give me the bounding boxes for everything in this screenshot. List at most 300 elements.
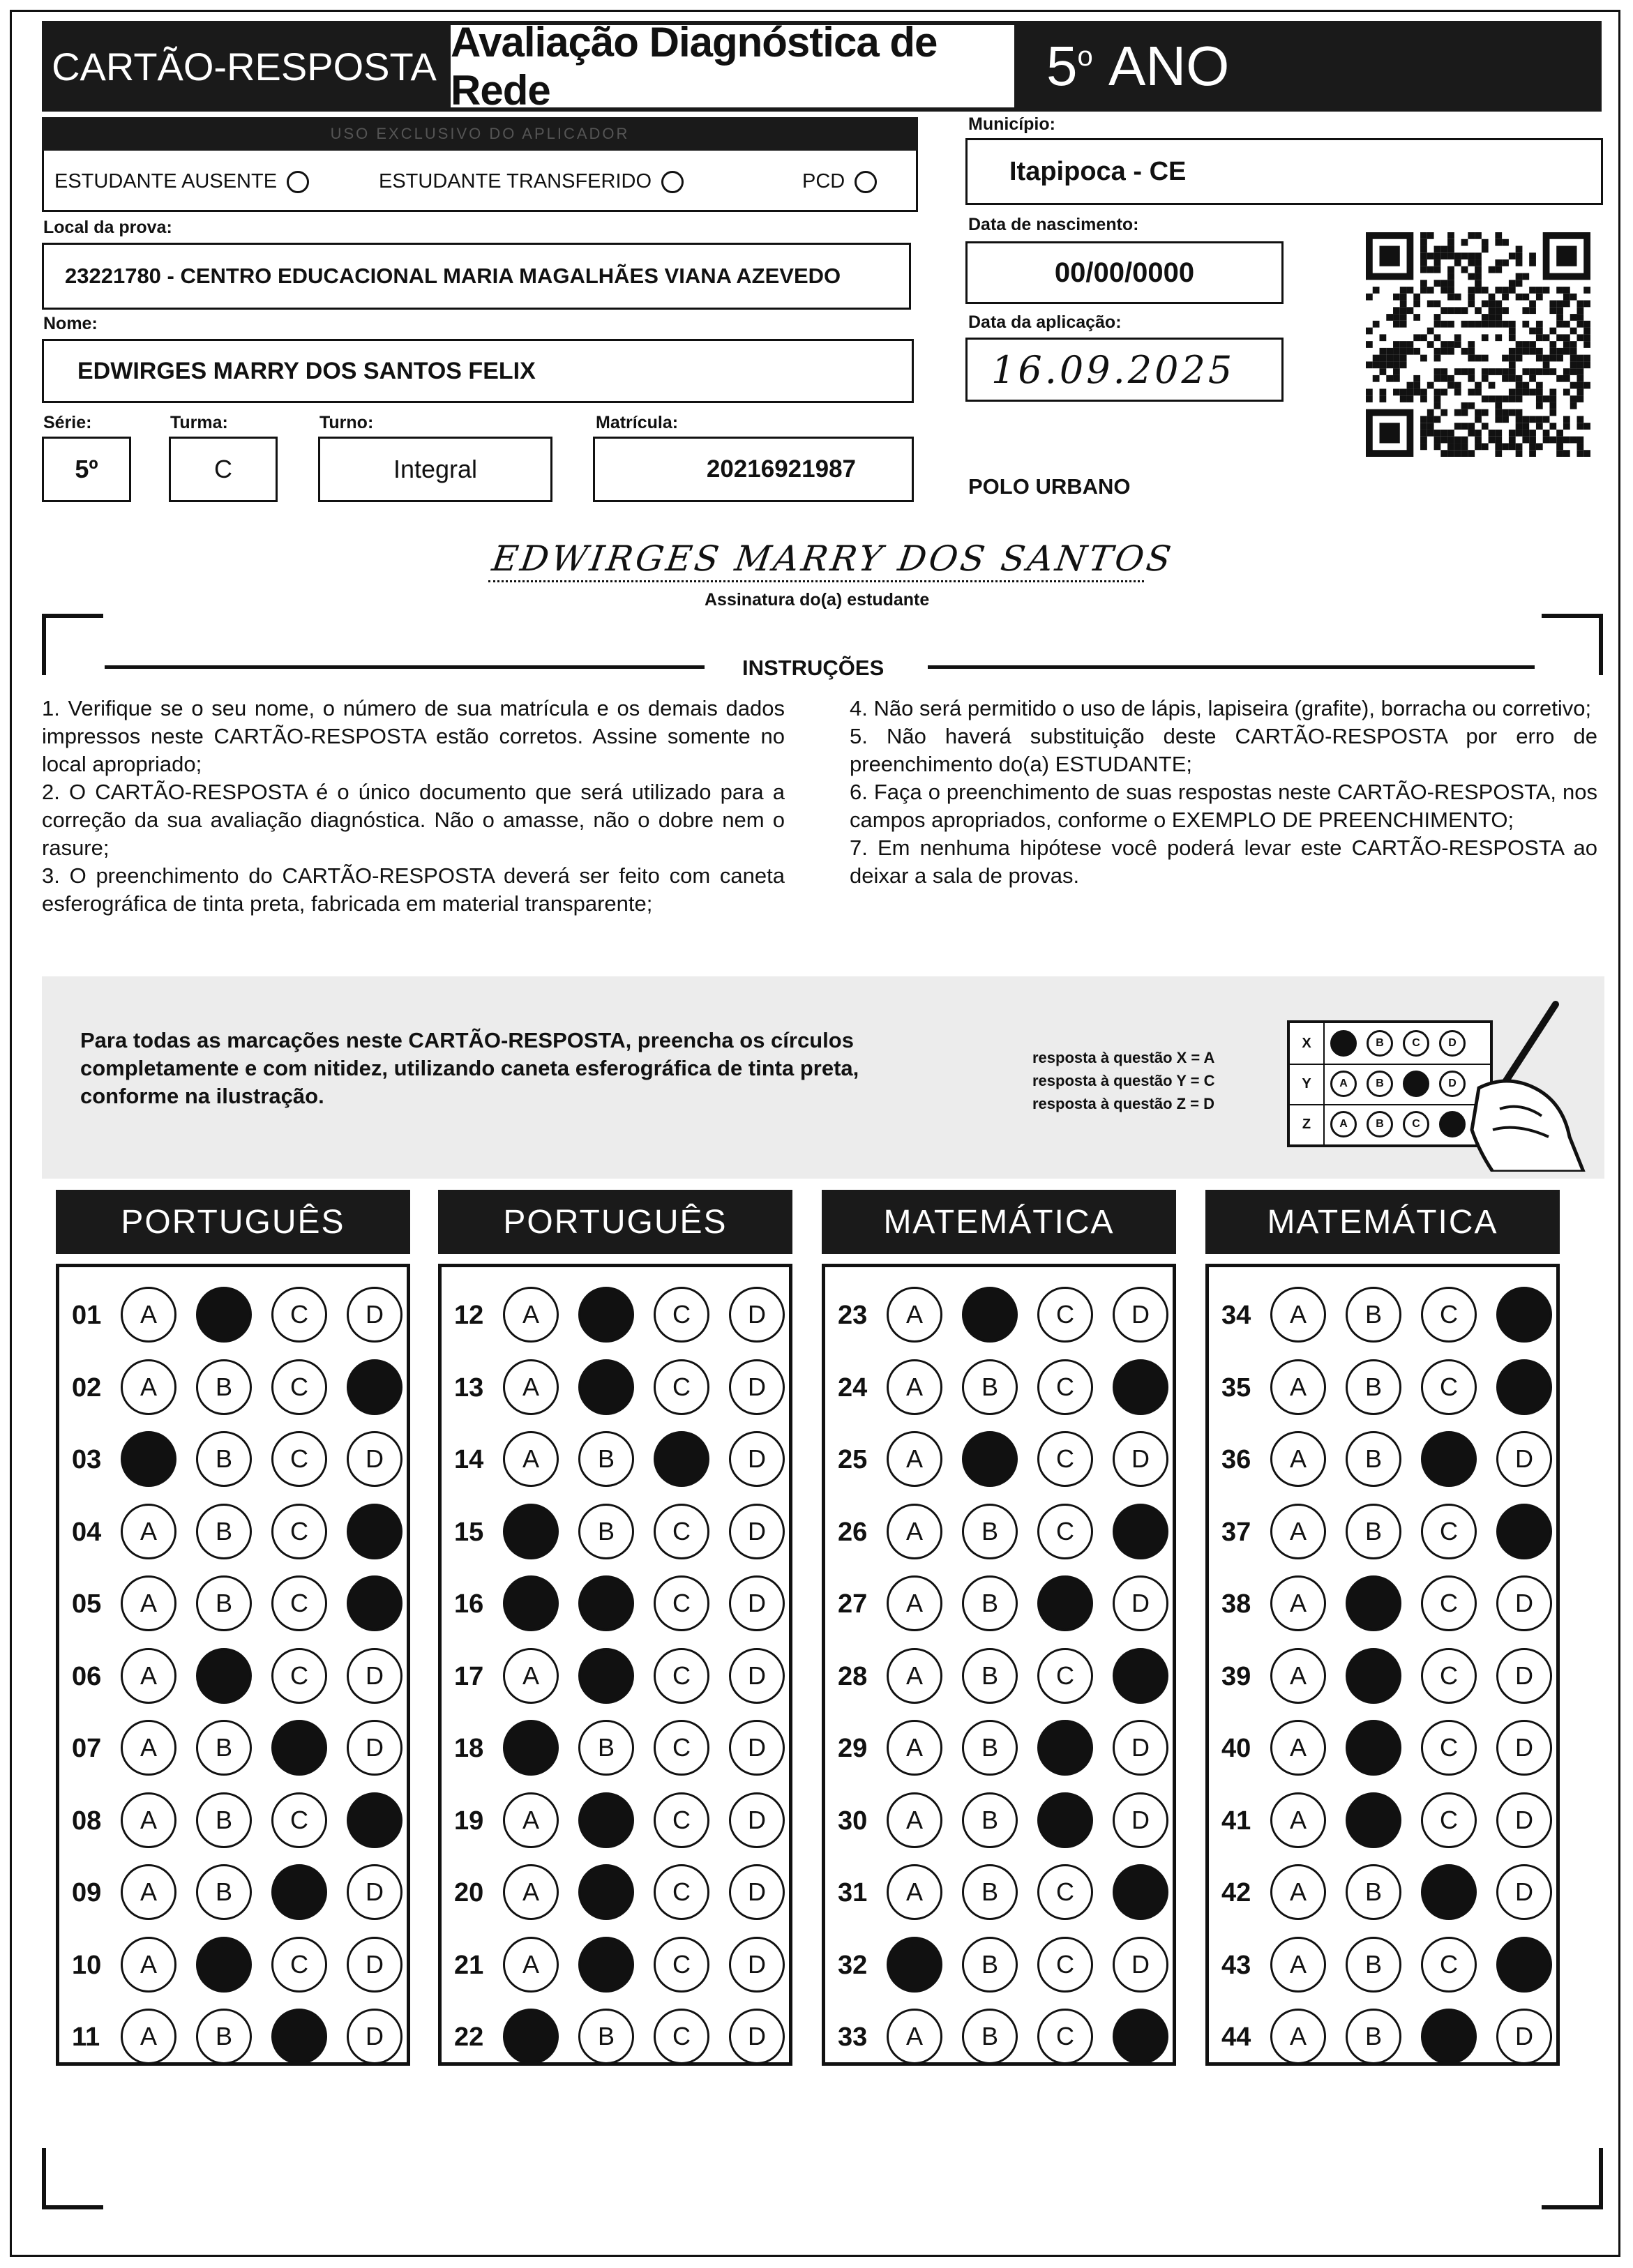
question-row: [59, 1354, 407, 1421]
answer-bubble-b[interactable]: B: [962, 1359, 1018, 1415]
question-number: 44: [1221, 2023, 1251, 2052]
instructions-right: 4. Não será permitido o uso de lápis, lapiseira (grafite), borracha ou corretivo; 5. Não haverá substituição deste CARTÃO-RESPOSTA por erro de preenchimento do(a) ESTUDANTE; 6. Faça o preenchimento de suas respostas neste CARTÃO-RESPOSTA, nos campos apropriados, conforme o EXEMPLO DE PREENCHIMENTO; 7. Em nenhuma hipótese você poderá levar este CARTÃO-RESPOSTA ao deixar a sala de provas.: [850, 696, 1597, 888]
answer-bubble-a[interactable]: [503, 1720, 559, 1776]
answer-bubble-d[interactable]: [1496, 1504, 1552, 1559]
answer-bubble-b[interactable]: B: [1346, 1504, 1401, 1559]
question-number: 08: [72, 1806, 102, 1836]
question-number: 38: [1221, 1589, 1251, 1619]
grade-title: [1018, 21, 1602, 112]
answer-bubble-b[interactable]: B: [962, 1937, 1018, 1993]
question-number: 24: [838, 1373, 868, 1403]
answer-bubble-b[interactable]: B: [196, 1359, 252, 1415]
answer-bubble-d[interactable]: D: [729, 1359, 785, 1415]
hand-pen-icon: [1451, 997, 1590, 1172]
corner-top-right: [1542, 614, 1603, 675]
answer-bubble-c[interactable]: C: [1421, 1720, 1477, 1776]
nascimento-field: 00/00/0000: [965, 241, 1284, 304]
answer-bubble-c[interactable]: C: [1037, 2009, 1093, 2064]
answer-bubble-a[interactable]: A: [1270, 1720, 1326, 1776]
answer-bubble-d[interactable]: [1496, 1937, 1552, 1993]
answer-bubble-c[interactable]: C: [654, 1648, 709, 1704]
question-row: [442, 1787, 789, 1854]
answer-bubble-c[interactable]: C: [654, 1504, 709, 1559]
answer-bubble-c[interactable]: C: [271, 1575, 327, 1631]
question-number: 03: [72, 1445, 102, 1474]
answer-bubble-d[interactable]: D: [1113, 1792, 1168, 1848]
instructions-rule-left: [105, 665, 705, 669]
answer-bubble-c[interactable]: C: [654, 1720, 709, 1776]
answer-bubble-c[interactable]: C: [1421, 1648, 1477, 1704]
answer-bubble-b[interactable]: [962, 1287, 1018, 1343]
answer-bubble-a[interactable]: A: [887, 2009, 942, 2064]
answer-bubble-a[interactable]: [503, 2009, 559, 2064]
answer-bubble-d[interactable]: [347, 1359, 402, 1415]
example-bubble-a: [1330, 1030, 1357, 1057]
question-row: [59, 1859, 407, 1926]
answer-bubble-a[interactable]: A: [503, 1431, 559, 1487]
answer-bubble-c[interactable]: C: [1037, 1937, 1093, 1993]
turma-label: Turma:: [170, 413, 228, 432]
answer-bubble-c[interactable]: C: [654, 1937, 709, 1993]
question-row: [59, 1498, 407, 1565]
answer-bubble-b[interactable]: [196, 1287, 252, 1343]
question-number: 20: [454, 1878, 484, 1907]
answer-bubble-d[interactable]: D: [347, 1864, 402, 1920]
instructions-left: 1. Verifique se o seu nome, o número de sua matrícula e os demais dados impressos neste CARTÃO-RESPOSTA estão corretos. Assine somente no local apropriado; 2. O CARTÃO-RESPOSTA é o único documento que será utilizado para a correção da sua avaliação diagnóstica. Não o amasse, não o dobre nem o rasure; 3. O preenchimento do CARTÃO-RESPOSTA deverá ser feito com caneta esferográfica de tinta preta, fabricada em material transparente;: [42, 696, 785, 916]
question-row: [59, 1714, 407, 1781]
answer-bubble-c[interactable]: C: [271, 1287, 327, 1343]
card-title: CARTÃO-RESPOSTA: [42, 21, 446, 112]
answer-bubble-a[interactable]: A: [503, 1359, 559, 1415]
answer-bubble-c[interactable]: [1037, 1792, 1093, 1848]
answer-bubble-a[interactable]: A: [121, 1359, 176, 1415]
qr-code: [1366, 230, 1590, 459]
answer-bubble-d[interactable]: [1113, 1504, 1168, 1559]
answer-bubble-d[interactable]: D: [729, 1864, 785, 1920]
answer-bubble-c[interactable]: C: [1037, 1504, 1093, 1559]
answer-bubble-c[interactable]: C: [654, 1287, 709, 1343]
answer-bubble-d[interactable]: D: [347, 1937, 402, 1993]
answer-bubble-a[interactable]: A: [503, 1792, 559, 1848]
answer-bubble-c[interactable]: C: [1037, 1864, 1093, 1920]
answer-bubble-c[interactable]: [271, 1720, 327, 1776]
example-bubble-c: C: [1403, 1111, 1429, 1137]
absent-option[interactable]: [54, 170, 309, 193]
local-label: Local da prova:: [43, 218, 172, 237]
question-row: [825, 1426, 1173, 1492]
signature-caption: Assinatura do(a) estudante: [705, 590, 930, 610]
answer-bubble-b[interactable]: B: [962, 1720, 1018, 1776]
answer-bubble-d[interactable]: D: [729, 1504, 785, 1559]
answer-bubble-d[interactable]: D: [729, 1792, 785, 1848]
section-title: PORTUGUÊS: [56, 1190, 410, 1254]
answer-bubble-a[interactable]: A: [121, 2009, 176, 2064]
answer-bubble-a[interactable]: A: [121, 1720, 176, 1776]
matricula-label: Matrícula:: [596, 413, 679, 432]
answer-bubble-d[interactable]: D: [347, 2009, 402, 2064]
question-number: 37: [1221, 1517, 1251, 1547]
answer-bubble-b[interactable]: B: [578, 1431, 634, 1487]
answer-bubble-c[interactable]: C: [1037, 1648, 1093, 1704]
answer-bubble-a[interactable]: [121, 1431, 176, 1487]
example-text: Para todas as marcações neste CARTÃO-RESPOSTA, preencha os círculos completamente e com nitidez, utilizando caneta esferográfica de tinta preta, conforme na ilustração.: [80, 1028, 859, 1108]
answer-bubble-c[interactable]: C: [1421, 1359, 1477, 1415]
answer-bubble-b[interactable]: B: [962, 1504, 1018, 1559]
answer-bubble-b[interactable]: B: [196, 1575, 252, 1631]
answer-bubble-b[interactable]: B: [962, 1648, 1018, 1704]
evaluation-title: Avaliação Diagnóstica de Rede: [446, 21, 1018, 112]
question-row: [59, 1642, 407, 1709]
answer-bubble-b[interactable]: B: [1346, 2009, 1401, 2064]
answer-bubble-c[interactable]: C: [271, 1648, 327, 1704]
question-row: [825, 1281, 1173, 1348]
question-number: 34: [1221, 1301, 1251, 1330]
answer-bubble-a[interactable]: A: [503, 1864, 559, 1920]
municipio-label: Município:: [968, 114, 1055, 134]
question-row: [59, 1931, 407, 1998]
answer-bubble-a[interactable]: A: [1270, 1504, 1326, 1559]
answer-bubble-c[interactable]: C: [1421, 1287, 1477, 1343]
local-field: 23221780 - CENTRO EDUCACIONAL MARIA MAGALHÃES VIANA AZEVEDO: [42, 243, 911, 310]
answer-bubble-a[interactable]: A: [887, 1864, 942, 1920]
answer-bubble-c[interactable]: C: [1037, 1359, 1093, 1415]
turno-label: Turno:: [319, 413, 374, 432]
answer-bubble-b[interactable]: B: [1346, 1431, 1401, 1487]
answer-bubble-d[interactable]: D: [1496, 1864, 1552, 1920]
answer-bubble-d[interactable]: D: [729, 1431, 785, 1487]
answer-bubble-d[interactable]: D: [1496, 1648, 1552, 1704]
answer-bubble-b[interactable]: [578, 1287, 634, 1343]
answer-bubble-a[interactable]: A: [503, 1937, 559, 1993]
answer-bubble-a[interactable]: A: [1270, 1864, 1326, 1920]
question-number: 42: [1221, 1878, 1251, 1907]
transferred-option[interactable]: [379, 170, 684, 193]
question-number: 36: [1221, 1445, 1251, 1474]
question-row: [442, 1498, 789, 1565]
answer-bubble-a[interactable]: A: [887, 1720, 942, 1776]
answer-bubble-b[interactable]: [196, 1937, 252, 1993]
answer-bubble-c[interactable]: C: [271, 1359, 327, 1415]
answer-bubble-c[interactable]: C: [271, 1792, 327, 1848]
answer-bubble-b[interactable]: B: [578, 1720, 634, 1776]
example-row-label: X: [1290, 1023, 1325, 1064]
answer-bubble-d[interactable]: [1113, 1864, 1168, 1920]
usage-heading: USO EXCLUSIVO DO APLICADOR: [42, 117, 918, 151]
question-row: [1209, 1570, 1556, 1637]
answer-bubble-a[interactable]: A: [1270, 2009, 1326, 2064]
answer-bubble-c[interactable]: C: [1421, 1792, 1477, 1848]
answer-bubble-b[interactable]: B: [196, 2009, 252, 2064]
question-row: [442, 2003, 789, 2070]
question-number: 05: [72, 1589, 102, 1619]
question-row: [59, 2003, 407, 2070]
answer-bubble-d[interactable]: D: [729, 1648, 785, 1704]
answer-bubble-a[interactable]: A: [887, 1431, 942, 1487]
absent-circle[interactable]: [287, 171, 309, 193]
name-field: EDWIRGES MARRY DOS SANTOS FELIX: [42, 339, 914, 403]
answer-bubble-b[interactable]: [1346, 1575, 1401, 1631]
answer-bubble-a[interactable]: A: [1270, 1431, 1326, 1487]
answer-bubble-b[interactable]: [578, 1864, 634, 1920]
example-bubble-a: A: [1330, 1111, 1357, 1137]
answer-bubble-a[interactable]: A: [1270, 1648, 1326, 1704]
question-number: 01: [72, 1301, 102, 1330]
answer-column: [438, 1264, 792, 2066]
question-number: 29: [838, 1734, 868, 1763]
question-row: [1209, 1931, 1556, 1998]
pcd-option[interactable]: [802, 170, 877, 193]
answer-bubble-a[interactable]: [503, 1504, 559, 1559]
answer-bubble-c[interactable]: [271, 2009, 327, 2064]
answer-bubble-a[interactable]: A: [121, 1792, 176, 1848]
answer-bubble-d[interactable]: D: [1496, 1575, 1552, 1631]
answer-bubble-d[interactable]: [1113, 1359, 1168, 1415]
name-label: Nome:: [43, 314, 98, 333]
question-row: [825, 1787, 1173, 1854]
answer-bubble-d[interactable]: D: [347, 1648, 402, 1704]
question-number: 10: [72, 1950, 102, 1980]
question-number: 02: [72, 1373, 102, 1403]
question-number: 06: [72, 1661, 102, 1691]
answer-bubble-b[interactable]: B: [196, 1431, 252, 1487]
answer-bubble-c[interactable]: [271, 1864, 327, 1920]
answer-bubble-d[interactable]: D: [347, 1431, 402, 1487]
answer-bubble-a[interactable]: A: [887, 1648, 942, 1704]
answer-bubble-d[interactable]: D: [729, 1575, 785, 1631]
answer-bubble-b[interactable]: [1346, 1720, 1401, 1776]
answer-bubble-a[interactable]: A: [1270, 1287, 1326, 1343]
answer-bubble-c[interactable]: [654, 1431, 709, 1487]
answer-bubble-b[interactable]: [578, 1359, 634, 1415]
answer-column: [1205, 1264, 1560, 2066]
answer-bubble-d[interactable]: [347, 1575, 402, 1631]
answer-bubble-d[interactable]: D: [1113, 1720, 1168, 1776]
answer-bubble-c[interactable]: C: [654, 2009, 709, 2064]
answer-bubble-b[interactable]: B: [196, 1504, 252, 1559]
question-row: [59, 1281, 407, 1348]
question-number: 18: [454, 1734, 484, 1763]
pcd-circle[interactable]: [855, 171, 877, 193]
answer-bubble-c[interactable]: C: [654, 1792, 709, 1848]
answer-bubble-a[interactable]: A: [887, 1287, 942, 1343]
answer-bubble-b[interactable]: B: [962, 1792, 1018, 1848]
grade-sup: o: [1077, 40, 1093, 72]
answer-bubble-c[interactable]: C: [654, 1864, 709, 1920]
question-row: [442, 1281, 789, 1348]
answer-bubble-b[interactable]: [578, 1575, 634, 1631]
answer-bubble-d[interactable]: [1113, 1648, 1168, 1704]
answer-bubble-a[interactable]: A: [121, 1648, 176, 1704]
answer-bubble-d[interactable]: D: [347, 1287, 402, 1343]
corner-bottom-right: [1542, 2148, 1603, 2209]
answer-bubble-c[interactable]: [1421, 1864, 1477, 1920]
answer-bubble-c[interactable]: C: [1037, 1287, 1093, 1343]
answer-bubble-a[interactable]: A: [121, 1504, 176, 1559]
answer-bubble-a[interactable]: A: [503, 1648, 559, 1704]
answer-bubble-b[interactable]: [1346, 1792, 1401, 1848]
answer-bubble-c[interactable]: C: [1421, 1575, 1477, 1631]
answer-bubble-b[interactable]: B: [962, 1864, 1018, 1920]
answer-bubble-c[interactable]: [1421, 2009, 1477, 2064]
question-row: [825, 1354, 1173, 1421]
answer-bubble-b[interactable]: B: [578, 2009, 634, 2064]
answer-bubble-d[interactable]: [347, 1504, 402, 1559]
answer-bubble-a[interactable]: A: [887, 1792, 942, 1848]
answer-bubble-c[interactable]: C: [271, 1504, 327, 1559]
question-number: 35: [1221, 1373, 1251, 1403]
question-number: 21: [454, 1950, 484, 1980]
answer-bubble-a[interactable]: A: [121, 1287, 176, 1343]
answer-bubble-a[interactable]: A: [887, 1359, 942, 1415]
answer-column: [56, 1264, 410, 2066]
answer-bubble-d[interactable]: D: [347, 1720, 402, 1776]
answer-bubble-b[interactable]: B: [1346, 1287, 1401, 1343]
example-bubble-b: B: [1367, 1030, 1393, 1057]
answer-bubble-d[interactable]: D: [1496, 1792, 1552, 1848]
question-row: [825, 1570, 1173, 1637]
question-number: 16: [454, 1589, 484, 1619]
answer-bubble-d[interactable]: D: [1496, 1431, 1552, 1487]
answer-bubble-d[interactable]: D: [729, 1937, 785, 1993]
answer-bubble-d[interactable]: D: [729, 1720, 785, 1776]
answer-bubble-b[interactable]: B: [196, 1864, 252, 1920]
answer-bubble-c[interactable]: [1037, 1575, 1093, 1631]
question-row: [825, 1714, 1173, 1781]
answer-bubble-a[interactable]: A: [887, 1504, 942, 1559]
question-row: [442, 1426, 789, 1492]
answer-bubble-a[interactable]: A: [1270, 1937, 1326, 1993]
question-number: 09: [72, 1878, 102, 1907]
legend-x: resposta à questão X = A: [1032, 1049, 1215, 1066]
aplicacao-label: Data da aplicação:: [968, 312, 1122, 332]
question-row: [442, 1642, 789, 1709]
absent-label: ESTUDANTE AUSENTE: [54, 170, 278, 192]
question-row: [825, 1859, 1173, 1926]
answer-bubble-d[interactable]: D: [729, 2009, 785, 2064]
corner-top-left: [42, 614, 103, 675]
example-bubble-c: C: [1403, 1030, 1429, 1057]
question-number: 31: [838, 1878, 868, 1907]
answer-bubble-d[interactable]: [347, 1792, 402, 1848]
answer-bubble-b[interactable]: [578, 1648, 634, 1704]
example-row-label: Z: [1290, 1104, 1325, 1144]
question-row: [442, 1714, 789, 1781]
answer-bubble-b[interactable]: B: [962, 2009, 1018, 2064]
answer-bubble-b[interactable]: [578, 1792, 634, 1848]
question-row: [442, 1570, 789, 1637]
example-bubble-c: [1403, 1071, 1429, 1097]
legend-z: resposta à questão Z = D: [1032, 1095, 1215, 1112]
instructions-rule-right: [928, 665, 1535, 669]
question-row: [1209, 1787, 1556, 1854]
answer-bubble-a[interactable]: A: [1270, 1575, 1326, 1631]
transferred-circle[interactable]: [661, 171, 684, 193]
answer-bubble-c[interactable]: C: [654, 1575, 709, 1631]
answer-bubble-d[interactable]: [1496, 1359, 1552, 1415]
answer-bubble-c[interactable]: C: [271, 1937, 327, 1993]
answer-bubble-b[interactable]: B: [196, 1792, 252, 1848]
answer-bubble-b[interactable]: B: [1346, 1937, 1401, 1993]
question-number: 22: [454, 2023, 484, 2052]
question-number: 39: [1221, 1661, 1251, 1691]
answer-bubble-b[interactable]: B: [1346, 1359, 1401, 1415]
question-number: 26: [838, 1517, 868, 1547]
answer-bubble-d[interactable]: D: [1496, 2009, 1552, 2064]
answer-column: [822, 1264, 1176, 2066]
question-row: [442, 1354, 789, 1421]
answer-bubble-c[interactable]: C: [271, 1431, 327, 1487]
answer-bubble-a[interactable]: A: [1270, 1792, 1326, 1848]
answer-bubble-b[interactable]: B: [1346, 1864, 1401, 1920]
question-number: 15: [454, 1517, 484, 1547]
answer-bubble-c[interactable]: C: [1421, 1937, 1477, 1993]
question-row: [59, 1426, 407, 1492]
answer-bubble-a[interactable]: A: [121, 1864, 176, 1920]
answer-bubble-d[interactable]: [1113, 2009, 1168, 2064]
question-row: [59, 1570, 407, 1637]
section-title: MATEMÁTICA: [1205, 1190, 1560, 1254]
answer-bubble-a[interactable]: A: [121, 1575, 176, 1631]
answer-bubble-c[interactable]: C: [654, 1359, 709, 1415]
answer-bubble-a[interactable]: A: [503, 1287, 559, 1343]
answer-bubble-d[interactable]: D: [1113, 1937, 1168, 1993]
answer-bubble-b[interactable]: [578, 1937, 634, 1993]
question-row: [1209, 1714, 1556, 1781]
instructions-heading: INSTRUÇÕES: [742, 656, 885, 680]
question-number: 25: [838, 1445, 868, 1474]
answer-bubble-d[interactable]: D: [1113, 1287, 1168, 1343]
example-row-label: Y: [1290, 1064, 1325, 1104]
answer-bubble-b[interactable]: [1346, 1648, 1401, 1704]
answer-bubble-d[interactable]: D: [1496, 1720, 1552, 1776]
question-row: [1209, 2003, 1556, 2070]
question-number: 41: [1221, 1806, 1251, 1836]
answer-bubble-d[interactable]: [1496, 1287, 1552, 1343]
answer-bubble-c[interactable]: [1037, 1720, 1093, 1776]
answer-bubble-a[interactable]: A: [887, 1575, 942, 1631]
answer-bubble-a[interactable]: A: [1270, 1359, 1326, 1415]
question-number: 30: [838, 1806, 868, 1836]
question-number: 07: [72, 1734, 102, 1763]
question-number: 14: [454, 1445, 484, 1474]
answer-bubble-c[interactable]: C: [1037, 1431, 1093, 1487]
answer-bubble-b[interactable]: B: [962, 1575, 1018, 1631]
question-row: [59, 1787, 407, 1854]
answer-bubble-a[interactable]: [887, 1937, 942, 1993]
polo-label: POLO URBANO: [968, 474, 1131, 499]
answer-bubble-d[interactable]: D: [1113, 1575, 1168, 1631]
answer-bubble-a[interactable]: [503, 1575, 559, 1631]
municipio-field: Itapipoca - CE: [965, 138, 1603, 205]
question-number: 11: [72, 2023, 100, 2052]
answer-bubble-b[interactable]: [962, 1431, 1018, 1487]
answer-bubble-d[interactable]: D: [729, 1287, 785, 1343]
answer-bubble-c[interactable]: C: [1421, 1504, 1477, 1559]
question-row: [825, 1642, 1173, 1709]
answer-bubble-b[interactable]: [196, 1648, 252, 1704]
corner-bottom-left: [42, 2148, 103, 2209]
answer-bubble-d[interactable]: D: [1113, 1431, 1168, 1487]
transferred-label: ESTUDANTE TRANSFERIDO: [379, 170, 652, 192]
question-number: 27: [838, 1589, 868, 1619]
answer-bubble-b[interactable]: B: [196, 1720, 252, 1776]
question-number: 23: [838, 1301, 868, 1330]
answer-bubble-b[interactable]: B: [578, 1504, 634, 1559]
example-bubble-d: D: [1439, 1071, 1466, 1097]
answer-bubble-a[interactable]: A: [121, 1937, 176, 1993]
example-legend: [1032, 1046, 1214, 1115]
answer-bubble-c[interactable]: [1421, 1431, 1477, 1487]
